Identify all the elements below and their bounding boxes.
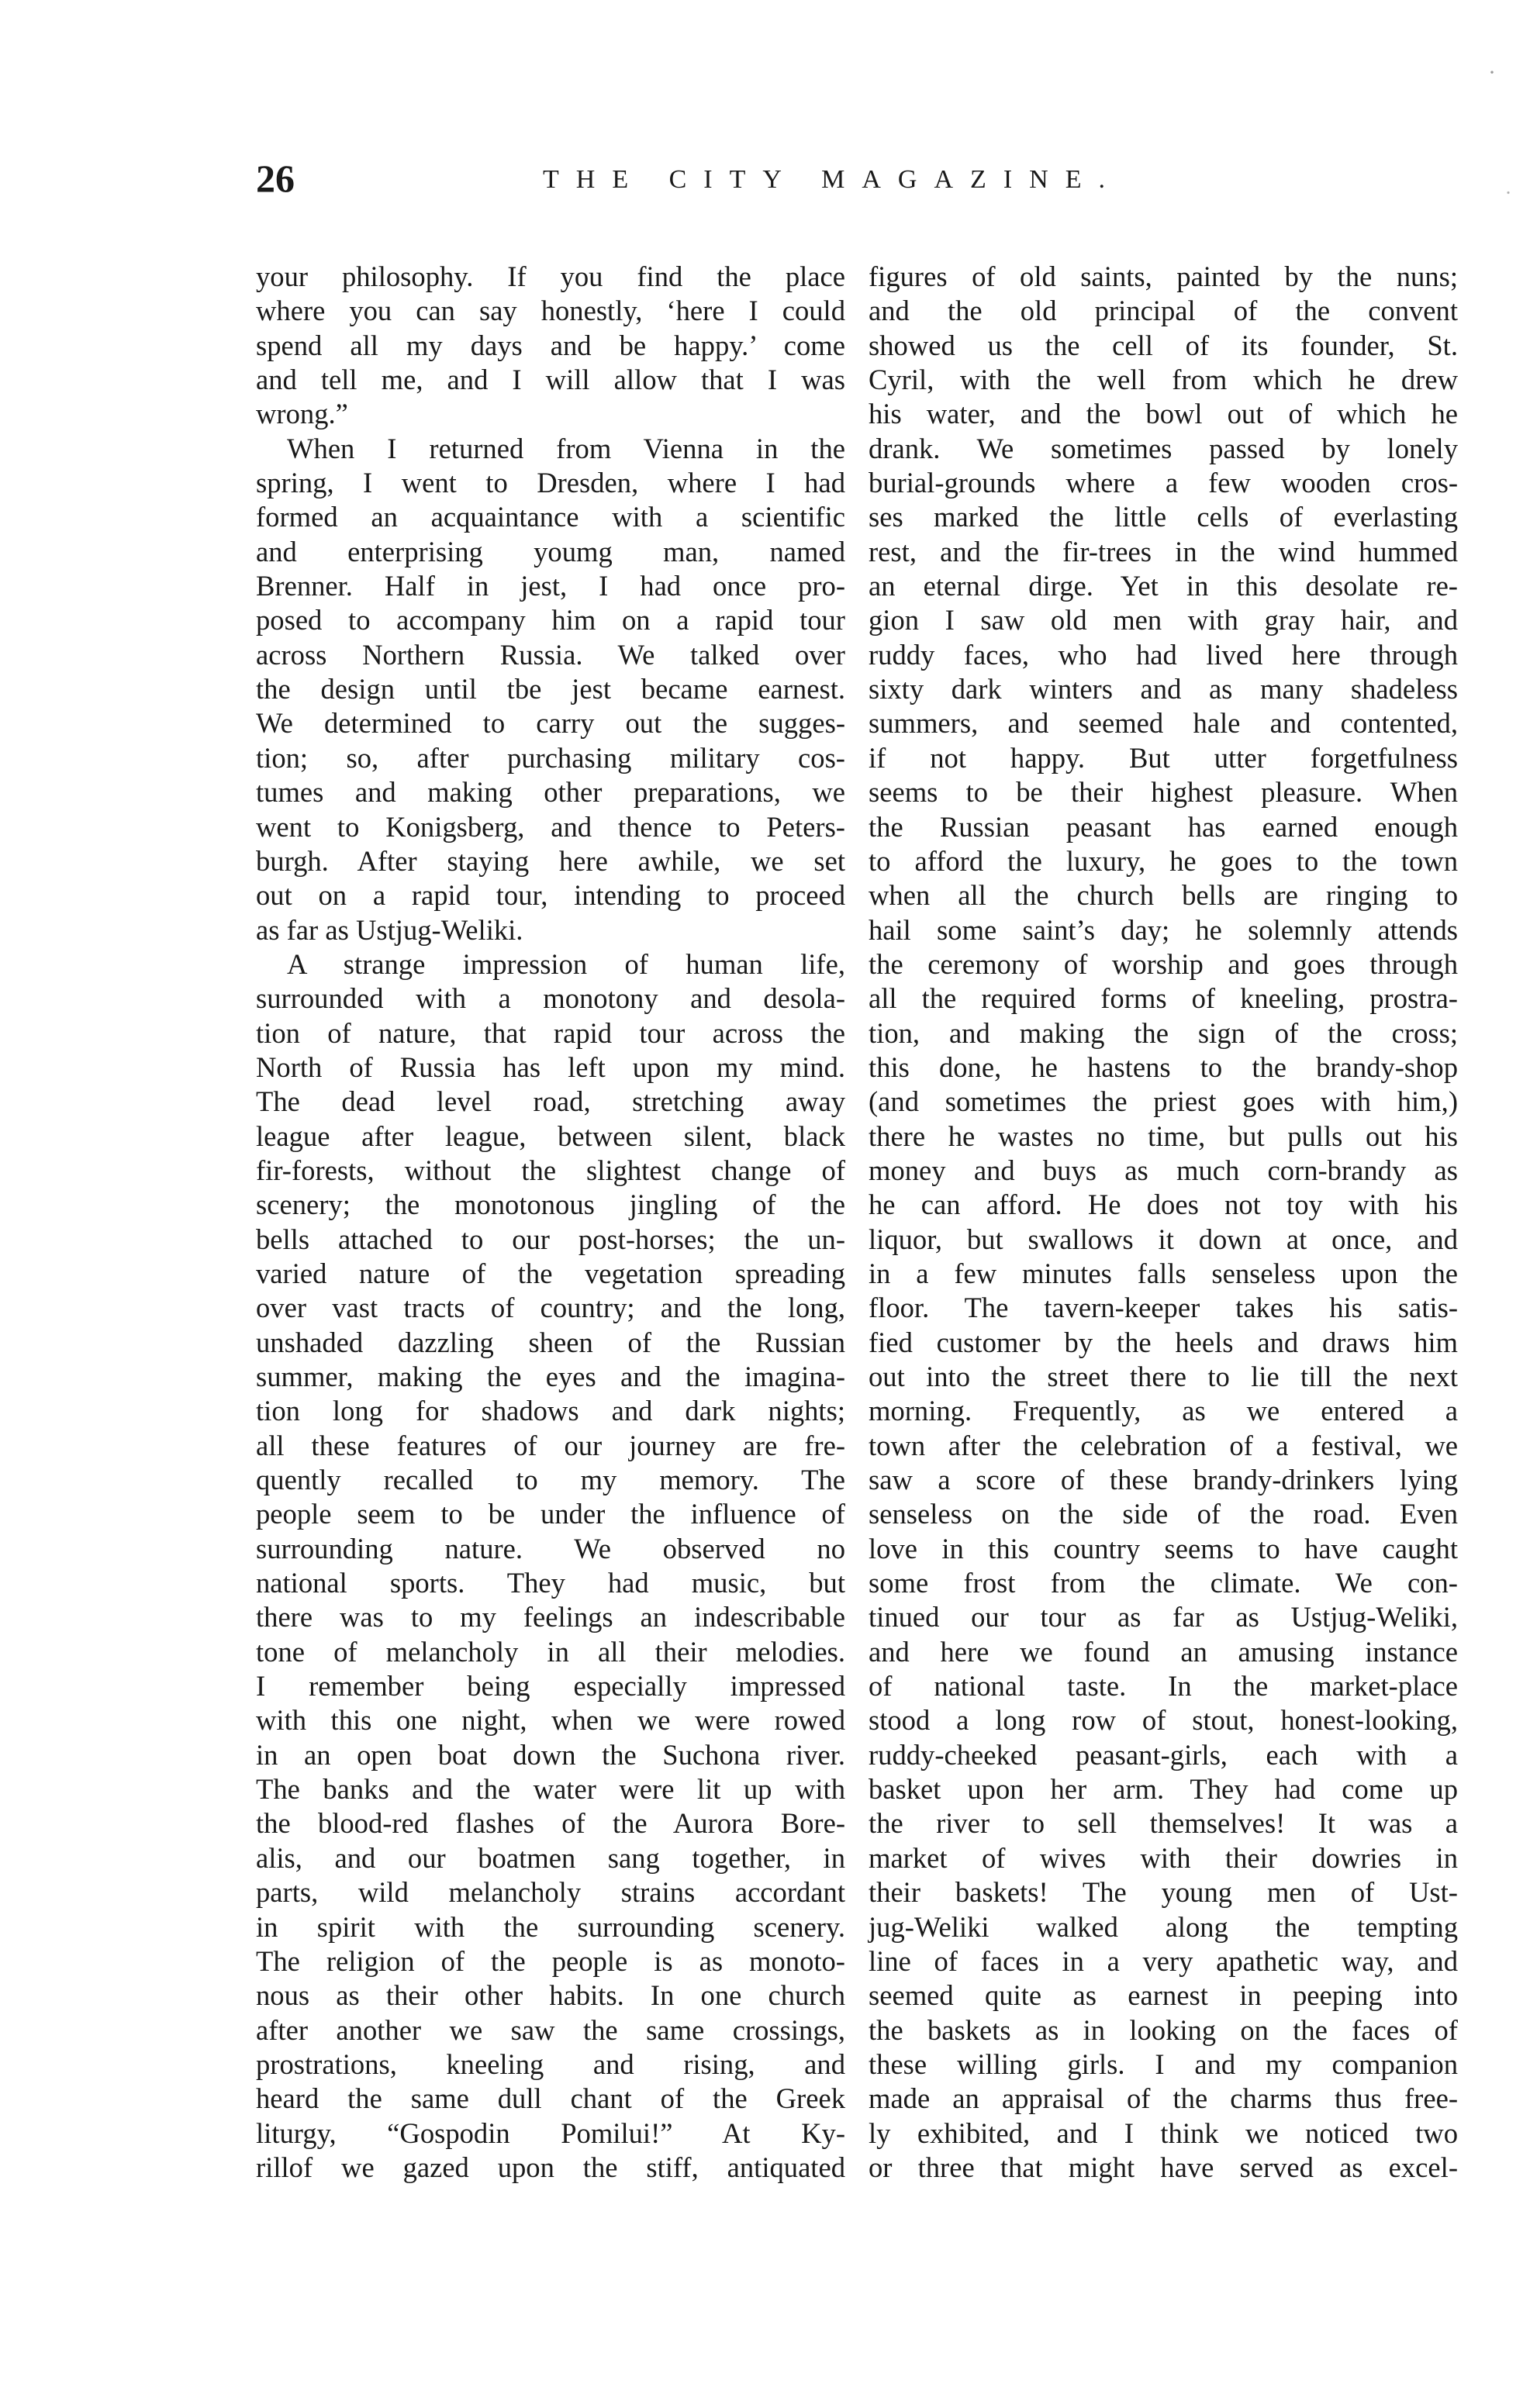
right-column-line: if not happy. But utter forgetfulness: [869, 741, 1458, 774]
left-column-line: unshaded dazzling sheen of the Russian: [256, 1326, 845, 1358]
left-column-line: I remember being especially impressed: [256, 1670, 845, 1703]
right-column-line: basket upon her arm. They had come up: [869, 1773, 1458, 1806]
right-column-line: some frost from the climate. We con-: [869, 1567, 1458, 1599]
right-column-line: figures of old saints, painted by the nuns;: [869, 260, 1458, 292]
left-column-line: all these features of our journey are fre-: [256, 1429, 845, 1461]
right-column-line: rest, and the fir-trees in the wind hummed: [869, 535, 1458, 568]
right-column-line: the river to sell themselves! It was a: [869, 1807, 1458, 1840]
right-column-line: drank. We sometimes passed by lonely: [869, 432, 1458, 464]
right-column-line: ses marked the little cells of everlasting: [869, 501, 1458, 533]
left-column-line: posed to accompany him on a rapid tour: [256, 604, 845, 636]
left-column-line: the design until tbe jest became earnest.: [256, 673, 845, 705]
right-column-line: ly exhibited, and I think we noticed two: [869, 2116, 1458, 2149]
right-column-line: senseless on the side of the road. Even: [869, 1498, 1458, 1530]
right-column-line: out into the street there to lie till the next: [869, 1361, 1458, 1392]
right-column-line: seemed quite as earnest in peeping into: [869, 1979, 1458, 2012]
right-column-line: ruddy faces, who had lived here through: [869, 638, 1458, 671]
left-column-line: Brenner. Half in jest, I had once pro-: [256, 570, 845, 602]
right-column-line: saw a score of these brandy-drinkers lying: [869, 1464, 1458, 1496]
left-column-line: with this one night, when we were rowed: [256, 1704, 845, 1737]
left-column-line: in spirit with the surrounding scenery.: [256, 1910, 845, 1943]
right-column-line: tion, and making the sign of the cross;: [869, 1016, 1458, 1049]
right-column-line: (and sometimes the priest goes with him,): [869, 1085, 1458, 1118]
right-column-line: line of faces in a very apathetic way, and: [869, 1944, 1458, 1977]
running-title: THE CITY MAGAZINE.: [543, 165, 1122, 194]
right-column-line: in a few minutes falls senseless upon the: [869, 1257, 1458, 1289]
left-column-line: went to Konigsberg, and thence to Peters-: [256, 810, 845, 843]
left-column-line: A strange impression of human life,: [287, 947, 845, 980]
left-column-line: surrounded with a monotony and desola-: [256, 982, 845, 1015]
right-column-line: sixty dark winters and as many shadeless: [869, 673, 1458, 705]
right-column-line: and here we found an amusing instance: [869, 1635, 1458, 1668]
right-column-line: this done, he hastens to the brandy-shop: [869, 1050, 1458, 1083]
right-column-line: fied customer by the heels and draws him: [869, 1326, 1458, 1358]
left-column-line: surrounding nature. We observed no: [256, 1532, 845, 1565]
left-column-line: burgh. After staying here awhile, we set: [256, 844, 845, 877]
left-column-line: where you can say honestly, ‘here I could: [256, 295, 845, 327]
page-number: 26: [256, 157, 295, 200]
right-column-line: all the required forms of kneeling, prostra-: [869, 982, 1458, 1015]
right-column-line: summers, and seemed hale and contented,: [869, 707, 1458, 740]
right-column-line: made an appraisal of the charms thus free-: [869, 2082, 1458, 2115]
left-column-line: scenery; the monotonous jingling of the: [256, 1188, 845, 1221]
left-column-line: prostrations, kneeling and rising, and: [256, 2047, 845, 2080]
right-column: [869, 260, 1458, 2185]
left-column-line: The dead level road, stretching away: [256, 1085, 845, 1118]
right-column-line: there he wastes no time, but pulls out his: [869, 1119, 1458, 1152]
right-column-line: the baskets as in looking on the faces of: [869, 2013, 1458, 2046]
left-column-line: across Northern Russia. We talked over: [256, 638, 845, 671]
left-column-line: tion of nature, that rapid tour across the: [256, 1016, 845, 1049]
right-column-line: love in this country seems to have caught: [869, 1532, 1458, 1565]
right-column-line: burial-grounds where a few wooden cros-: [869, 467, 1458, 499]
left-column-line: quently recalled to my memory. The: [256, 1464, 845, 1496]
left-column-line: North of Russia has left upon my mind.: [256, 1050, 845, 1083]
left-column-line: wrong.”: [256, 398, 348, 430]
left-column-line: your philosophy. If you find the place: [256, 260, 845, 292]
right-column-line: when all the church bells are ringing to: [869, 879, 1458, 912]
left-column-line: When I returned from Vienna in the: [287, 432, 845, 464]
right-column-line: and the old principal of the convent: [869, 295, 1458, 327]
right-column-line: the Russian peasant has earned enough: [869, 810, 1458, 843]
left-column-line: nous as their other habits. In one church: [256, 1979, 845, 2012]
right-column-line: showed us the cell of its founder, St.: [869, 329, 1458, 361]
left-column-line: spend all my days and be happy.’ come: [256, 329, 845, 361]
right-column-line: the ceremony of worship and goes through: [869, 947, 1458, 980]
left-column-line: formed an acquaintance with a scientific: [256, 501, 845, 533]
right-column-line: seems to be their highest pleasure. When: [869, 776, 1458, 809]
right-column-line: morning. Frequently, as we entered a: [869, 1395, 1458, 1427]
right-column-line: jug-Weliki walked along the tempting: [869, 1910, 1458, 1943]
left-column-line: there was to my feelings an indescribable: [256, 1601, 845, 1634]
right-column-line: to afford the luxury, he goes to the town: [869, 844, 1458, 877]
right-column-line: ruddy-cheeked peasant-girls, each with a: [869, 1738, 1458, 1771]
scan-edge-marks: [1476, 0, 1530, 2408]
left-column-line: people seem to be under the influence of: [256, 1498, 845, 1530]
left-column-line: rillof we gazed upon the stiff, antiquated: [256, 2151, 845, 2183]
left-column-line: as far as Ustjug-Weliki.: [256, 913, 523, 946]
left-column-line: varied nature of the vegetation spreading: [256, 1257, 845, 1289]
left-column-line: tone of melancholy in all their melodies.: [256, 1635, 845, 1668]
right-column-line: money and buys as much corn-brandy as: [869, 1154, 1458, 1186]
right-column-line: town after the celebration of a festival, we: [869, 1429, 1458, 1461]
left-column-line: summer, making the eyes and the imagina-: [256, 1361, 845, 1392]
left-column-line: tion; so, after purchasing military cos-: [256, 741, 845, 774]
left-column-line: parts, wild melancholy strains accordant: [256, 1876, 845, 1909]
left-column-line: tumes and making other preparations, we: [256, 776, 845, 809]
left-column-line: league after league, between silent, black: [256, 1119, 845, 1152]
left-column-line: national sports. They had music, but: [256, 1567, 845, 1599]
right-column-line: or three that might have served as excel-: [869, 2151, 1458, 2183]
left-column-line: the blood-red flashes of the Aurora Bore-: [256, 1807, 845, 1840]
left-column-line: The banks and the water were lit up with: [256, 1773, 845, 1806]
left-column-line: alis, and our boatmen sang together, in: [256, 1841, 845, 1874]
left-column: [256, 260, 845, 2185]
right-column-line: floor. The tavern-keeper takes his satis-: [869, 1292, 1458, 1324]
right-column-line: these willing girls. I and my companion: [869, 2047, 1458, 2080]
left-column-line: We determined to carry out the sugges-: [256, 707, 845, 740]
right-column-line: he can afford. He does not toy with his: [869, 1188, 1458, 1221]
left-column-line: heard the same dull chant of the Greek: [256, 2082, 845, 2115]
left-column-line: over vast tracts of country; and the long,: [256, 1292, 845, 1324]
right-column-line: Cyril, with the well from which he drew: [869, 364, 1458, 396]
left-column-line: after another we saw the same crossings,: [256, 2013, 845, 2046]
left-column-line: The religion of the people is as monoto-: [256, 1944, 845, 1977]
left-column-line: in an open boat down the Suchona river.: [256, 1738, 845, 1771]
left-column-line: tion long for shadows and dark nights;: [256, 1395, 845, 1427]
left-column-line: liturgy, “Gospodin Pomilui!” At Ky-: [256, 2116, 845, 2149]
right-column-line: his water, and the bowl out of which he: [869, 398, 1458, 430]
right-column-line: gion I saw old men with gray hair, and: [869, 604, 1458, 636]
right-column-line: stood a long row of stout, honest-looking,: [869, 1704, 1458, 1737]
right-column-line: market of wives with their dowries in: [869, 1841, 1458, 1874]
left-column-line: fir-forests, without the slightest change of: [256, 1154, 845, 1186]
left-column-line: spring, I went to Dresden, where I had: [256, 467, 845, 499]
left-column-line: and enterprising youmg man, named: [256, 535, 845, 568]
right-column-line: an eternal dirge. Yet in this desolate re-: [869, 570, 1458, 602]
right-column-line: their baskets! The young men of Ust-: [869, 1876, 1458, 1909]
left-column-line: out on a rapid tour, intending to proceed: [256, 879, 845, 912]
left-column-line: bells attached to our post-horses; the un-: [256, 1223, 845, 1255]
right-column-line: of national taste. In the market-place: [869, 1670, 1458, 1703]
left-column-line: and tell me, and I will allow that I was: [256, 364, 845, 396]
right-column-line: tinued our tour as far as Ustjug-Weliki,: [869, 1601, 1458, 1634]
right-column-line: liquor, but swallows it down at once, and: [869, 1223, 1458, 1255]
right-column-line: hail some saint’s day; he solemnly attends: [869, 913, 1458, 946]
